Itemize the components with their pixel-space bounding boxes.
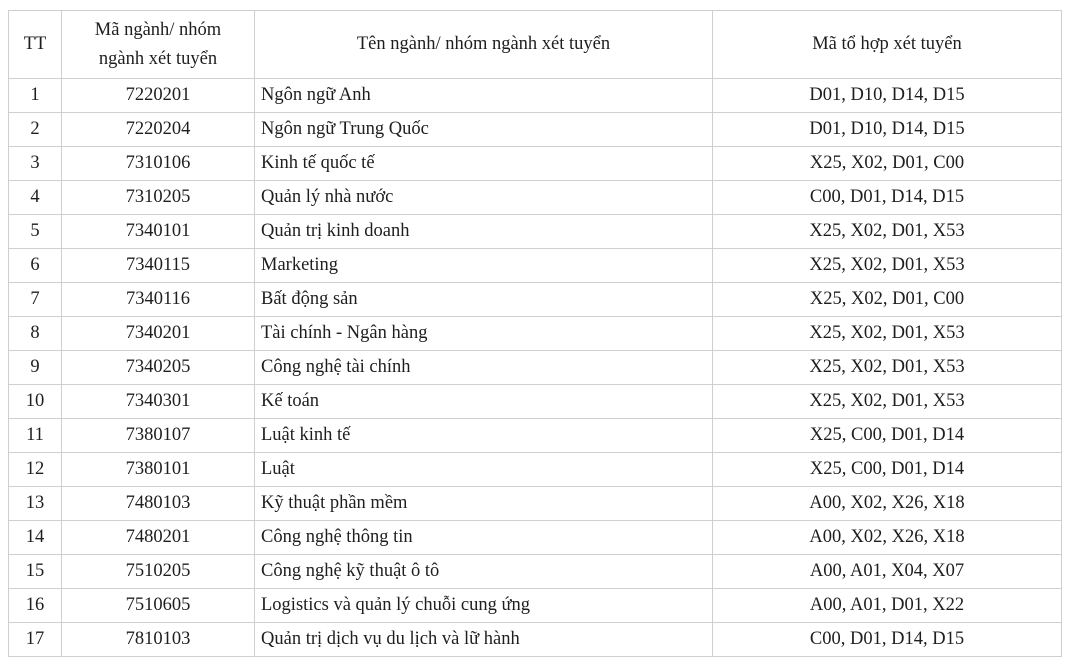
row-subject-combination-cell: X25, X02, D01, X53	[713, 351, 1062, 385]
row-subject-combination-cell: C00, D01, D14, D15	[713, 181, 1062, 215]
row-major-name-cell: Luật	[255, 453, 713, 487]
admissions-table	[8, 10, 1062, 657]
row-major-name-cell: Quản trị dịch vụ du lịch và lữ hành	[255, 623, 713, 657]
row-tt-cell: 11	[9, 419, 62, 453]
table-row	[9, 419, 1062, 453]
table-row	[9, 147, 1062, 181]
header-major-code-line1: Mã ngành/ nhóm	[94, 19, 222, 40]
row-tt-cell: 10	[9, 385, 62, 419]
row-major-name-cell: Kỹ thuật phần mềm	[255, 487, 713, 521]
row-major-code-cell: 7510605	[62, 589, 255, 623]
header-major-code-line2: ngành xét tuyển	[98, 48, 218, 69]
row-tt-cell: 5	[9, 215, 62, 249]
row-tt-cell: 2	[9, 113, 62, 147]
row-tt-cell: 6	[9, 249, 62, 283]
row-subject-combination-cell: X25, X02, D01, X53	[713, 249, 1062, 283]
row-major-code-cell: 7340201	[62, 317, 255, 351]
row-major-code-cell: 7510205	[62, 555, 255, 589]
row-major-name-cell: Ngôn ngữ Anh	[255, 79, 713, 113]
row-tt-cell: 14	[9, 521, 62, 555]
row-major-name-cell: Quản trị kinh doanh	[255, 215, 713, 249]
table-row	[9, 521, 1062, 555]
row-major-code-cell: 7380101	[62, 453, 255, 487]
row-major-name-cell: Kế toán	[255, 385, 713, 419]
row-tt-cell: 4	[9, 181, 62, 215]
row-subject-combination-cell: D01, D10, D14, D15	[713, 79, 1062, 113]
row-major-code-cell: 7340115	[62, 249, 255, 283]
row-subject-combination-cell: D01, D10, D14, D15	[713, 113, 1062, 147]
row-major-code-cell: 7310106	[62, 147, 255, 181]
row-major-code-cell: 7340301	[62, 385, 255, 419]
header-tt: TT	[9, 11, 62, 79]
row-subject-combination-cell: A00, X02, X26, X18	[713, 521, 1062, 555]
row-major-name-cell: Marketing	[255, 249, 713, 283]
row-subject-combination-cell: X25, X02, D01, X53	[713, 385, 1062, 419]
table-row	[9, 215, 1062, 249]
admissions-table-container	[8, 10, 1061, 657]
row-major-name-cell: Ngôn ngữ Trung Quốc	[255, 113, 713, 147]
row-tt-cell: 16	[9, 589, 62, 623]
table-row	[9, 249, 1062, 283]
row-subject-combination-cell: X25, X02, D01, X53	[713, 215, 1062, 249]
row-tt-cell: 13	[9, 487, 62, 521]
table-row	[9, 555, 1062, 589]
row-tt-cell: 17	[9, 623, 62, 657]
row-tt-cell: 9	[9, 351, 62, 385]
row-major-code-cell: 7340205	[62, 351, 255, 385]
row-major-name-cell: Công nghệ kỹ thuật ô tô	[255, 555, 713, 589]
row-major-name-cell: Công nghệ thông tin	[255, 521, 713, 555]
row-tt-cell: 3	[9, 147, 62, 181]
table-row	[9, 317, 1062, 351]
row-tt-cell: 15	[9, 555, 62, 589]
row-subject-combination-cell: C00, D01, D14, D15	[713, 623, 1062, 657]
row-tt-cell: 1	[9, 79, 62, 113]
row-major-code-cell: 7480201	[62, 521, 255, 555]
row-major-code-cell: 7480103	[62, 487, 255, 521]
table-row	[9, 351, 1062, 385]
row-subject-combination-cell: X25, C00, D01, D14	[713, 453, 1062, 487]
table-row	[9, 283, 1062, 317]
row-subject-combination-cell: A00, X02, X26, X18	[713, 487, 1062, 521]
header-major-code	[62, 11, 255, 79]
row-major-name-cell: Kinh tế quốc tế	[255, 147, 713, 181]
table-row	[9, 453, 1062, 487]
row-major-name-cell: Logistics và quản lý chuỗi cung ứng	[255, 589, 713, 623]
header-subject-combination: Mã tổ hợp xét tuyển	[713, 11, 1062, 79]
table-body	[9, 79, 1062, 657]
table-row	[9, 181, 1062, 215]
row-subject-combination-cell: A00, A01, X04, X07	[713, 555, 1062, 589]
row-tt-cell: 8	[9, 317, 62, 351]
row-subject-combination-cell: A00, A01, D01, X22	[713, 589, 1062, 623]
row-major-code-cell: 7340116	[62, 283, 255, 317]
row-subject-combination-cell: X25, X02, D01, C00	[713, 147, 1062, 181]
table-header-row	[9, 11, 1062, 79]
row-major-code-cell: 7310205	[62, 181, 255, 215]
row-major-name-cell: Tài chính - Ngân hàng	[255, 317, 713, 351]
row-major-name-cell: Luật kinh tế	[255, 419, 713, 453]
table-row	[9, 487, 1062, 521]
row-subject-combination-cell: X25, X02, D01, C00	[713, 283, 1062, 317]
row-major-name-cell: Công nghệ tài chính	[255, 351, 713, 385]
header-major-name: Tên ngành/ nhóm ngành xét tuyển	[255, 11, 713, 79]
row-major-code-cell: 7810103	[62, 623, 255, 657]
row-major-code-cell: 7220201	[62, 79, 255, 113]
row-major-name-cell: Bất động sản	[255, 283, 713, 317]
table-row	[9, 589, 1062, 623]
table-row	[9, 623, 1062, 657]
table-row	[9, 79, 1062, 113]
table-row	[9, 385, 1062, 419]
row-subject-combination-cell: X25, C00, D01, D14	[713, 419, 1062, 453]
row-major-code-cell: 7380107	[62, 419, 255, 453]
row-tt-cell: 12	[9, 453, 62, 487]
row-tt-cell: 7	[9, 283, 62, 317]
row-subject-combination-cell: X25, X02, D01, X53	[713, 317, 1062, 351]
row-major-name-cell: Quản lý nhà nước	[255, 181, 713, 215]
row-major-code-cell: 7220204	[62, 113, 255, 147]
row-major-code-cell: 7340101	[62, 215, 255, 249]
table-row	[9, 113, 1062, 147]
